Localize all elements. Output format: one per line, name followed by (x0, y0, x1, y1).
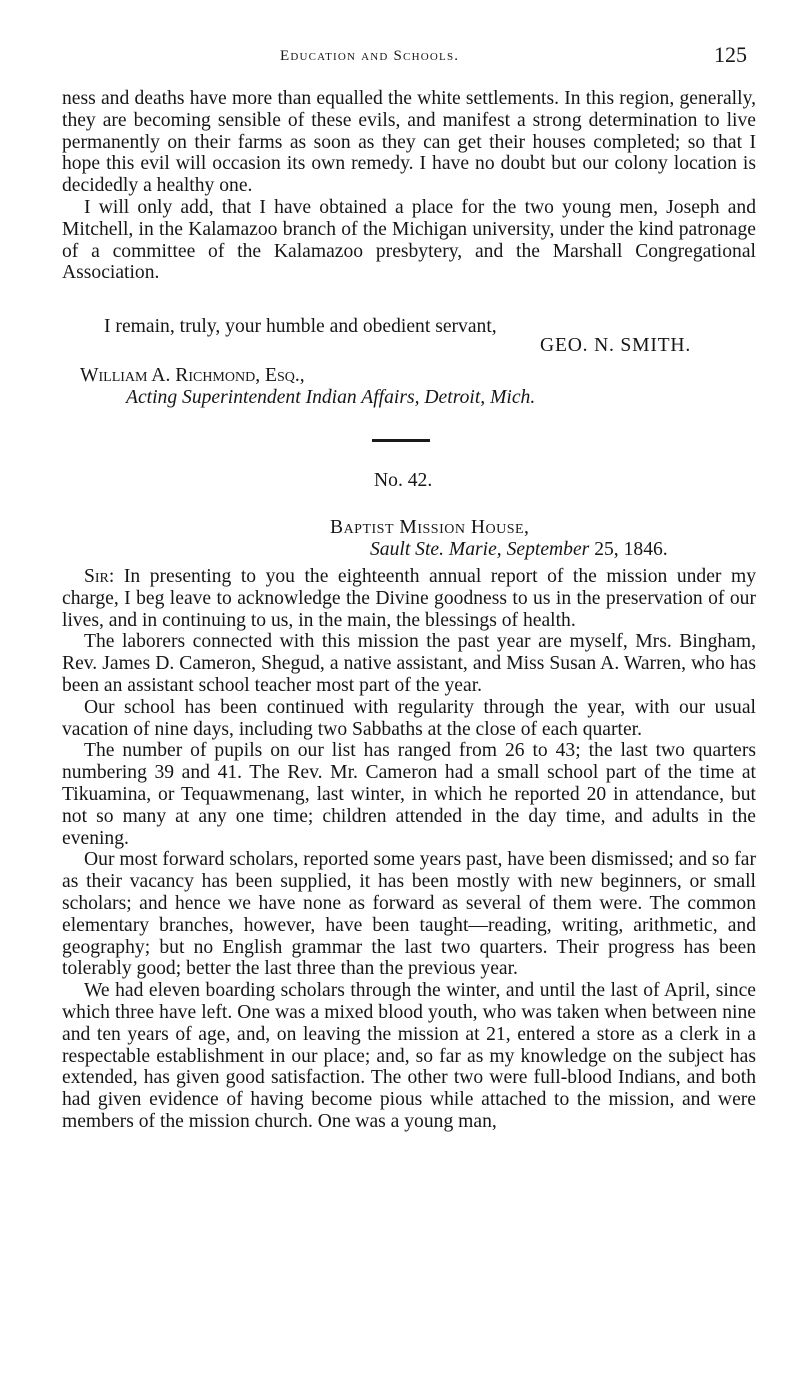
paragraph: The laborers connected with this mission the past year are myself, Mrs. Bingham, Rev. James D. Cameron, Shegud, a native assistant, and Miss Susan A. Warren, who has been an assistant school teacher most part of the year. (62, 631, 756, 696)
dateline-location: Sault Ste. Marie, September (370, 539, 590, 560)
addressee-title: Acting Superintendent Indian Affairs, Detroit, Mich. (126, 387, 536, 408)
paragraph: The number of pupils on our list has ranged from 26 to 43; the last two quarters numbering 39 and 41. The Rev. Mr. Cameron had a small school part of the time at Tikuamina, or Tequawmenang, last winter, in which he reported 20 in attendance, but not so many at any one time; children attended in the day time, and adults in the evening. (62, 740, 756, 849)
dateline-year: 25, 1846. (594, 539, 668, 560)
dateline-date (330, 539, 668, 561)
paragraph: Our school has been continued with regularity through the year, with our usual vacation of nine days, including two Sabbaths at the close of each quarter. (62, 696, 756, 740)
salutation: Sir (84, 566, 109, 587)
running-head: Education and Schools. (280, 48, 460, 64)
paragraph: ness and deaths have more than equalled the white settlements. In this region, generally, they are becoming sensible of these evils, and manifest a strong determination to live permanently on their farms as soon as they can get their houses completed; so that I hope this evil will occasion its own remedy. I have no doubt but our colony location is decidedly a healthy one. (62, 88, 756, 197)
paragraph: I will only add, that I have obtained a place for the two young men, Joseph and Mitchell, in the Kalamazoo branch of the Michigan university, under the kind patronage of a committee of the Kalamazoo presbytery, and the Marshall Congregational Association. (62, 196, 756, 284)
page-number: 125 (714, 42, 747, 67)
section-divider (372, 439, 430, 442)
addressee (80, 365, 535, 409)
previous-letter-body (62, 88, 756, 284)
paragraph: Our most forward scholars, reported some years past, have been dismissed; and so far as their vacancy has been supplied, it has been mostly with new beginners, or small scholars; and hence we have none as forward as several of them were. The common elementary branches, however, have been taught—reading, writing, arithmetic, and geography; but no English grammar the last two quarters. Their progress has been tolerably good; better the last three than the previous year. (62, 849, 756, 980)
closing-line: I remain, truly, your humble and obedient servant, (104, 316, 497, 337)
report-body (62, 566, 756, 1133)
document-number: No. 42. (374, 470, 433, 491)
paragraph-text: : In presenting to you the eighteenth annual report of the mission under my charge, I beg leave to acknowledge the Divine goodness to us in the preservation of our lives, and in continuing to us, in the main, the blessings of health. (62, 566, 756, 631)
addressee-name: William A. Richmond, Esq., (80, 365, 305, 386)
signature: GEO. N. SMITH. (540, 335, 692, 356)
paragraph (62, 566, 756, 631)
dateline (330, 517, 668, 561)
dateline-place: Baptist Mission House, (330, 517, 530, 538)
paragraph: We had eleven boarding scholars through the winter, and until the last of April, since which three have left. One was a mixed blood youth, who was taken when between nine and ten years of age, and, on leaving the mission at 21, entered a store as a clerk in a respectable establishment in our place; and, so far as my knowledge on the subject has extended, has given good satisfaction. The other two were full-blood Indians, and both had given evidence of having become pious while attached to the mission, and were members of the mission church. One was a young man, (62, 980, 756, 1132)
